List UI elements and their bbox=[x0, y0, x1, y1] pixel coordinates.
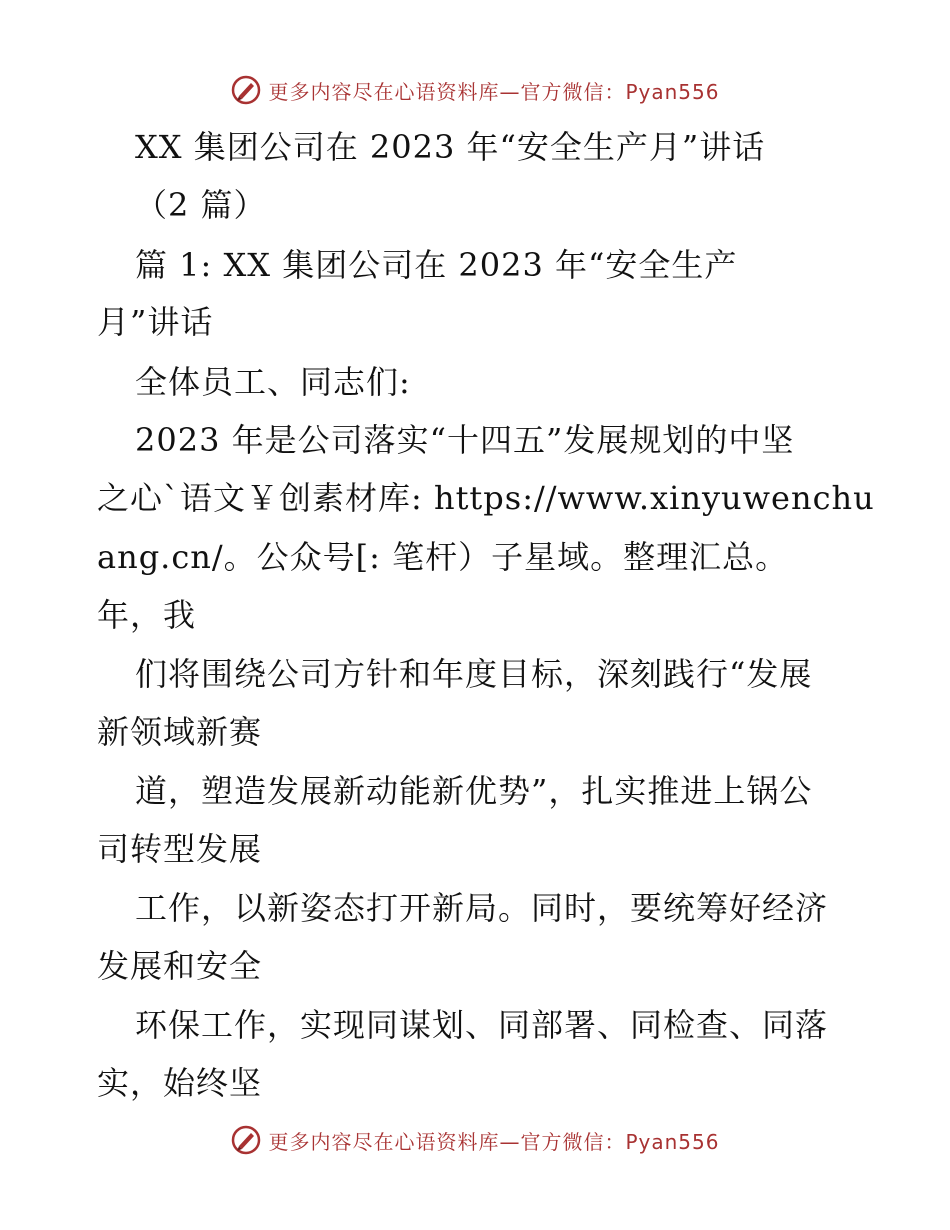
paragraph-line: ang.cn/。公众号[: 笔杆）子星域。整理汇总。 bbox=[97, 538, 789, 576]
watermark-text: 更多内容尽在心语资料库—官方微信：Pyan556 bbox=[268, 1129, 720, 1154]
paragraph-line: 发展和安全 bbox=[97, 947, 263, 985]
paragraph-line: 们将围绕公司方针和年度目标，深刻践行“发展 bbox=[135, 655, 813, 693]
paragraph-line: 年，我 bbox=[97, 596, 197, 634]
paragraph-line: 实，始终坚 bbox=[97, 1064, 263, 1102]
document-title-line-2: （2 篇） bbox=[135, 186, 267, 224]
paragraph-line: 工作，以新姿态打开新局。同时，要统筹好经济 bbox=[135, 889, 829, 927]
paragraph-line: 2023 年是公司落实“十四五”发展规划的中坚 bbox=[135, 421, 795, 459]
paragraph-line: 之心`语文￥创素材库: https://www.xinyuwenchu bbox=[97, 479, 875, 517]
paragraph-line: 新领域新赛 bbox=[97, 713, 263, 751]
paragraph-line: 司转型发展 bbox=[97, 830, 263, 868]
salutation: 全体员工、同志们: bbox=[135, 363, 411, 401]
watermark-text: 更多内容尽在心语资料库—官方微信：Pyan556 bbox=[268, 79, 720, 104]
paragraph-line: 道，塑造发展新动能新优势”，扎实推进上锅公 bbox=[135, 772, 813, 810]
section-heading-line-2: 月”讲话 bbox=[97, 303, 214, 341]
section-heading-line-1: 篇 1: XX 集团公司在 2023 年“安全生产 bbox=[135, 246, 738, 284]
document-title-line-1: XX 集团公司在 2023 年“安全生产月”讲话 bbox=[135, 128, 766, 166]
footer-watermark-banner bbox=[0, 1120, 950, 1160]
paragraph-line: 环保工作，实现同谋划、同部署、同检查、同落 bbox=[135, 1006, 829, 1044]
pen-logo-icon bbox=[230, 1124, 262, 1156]
